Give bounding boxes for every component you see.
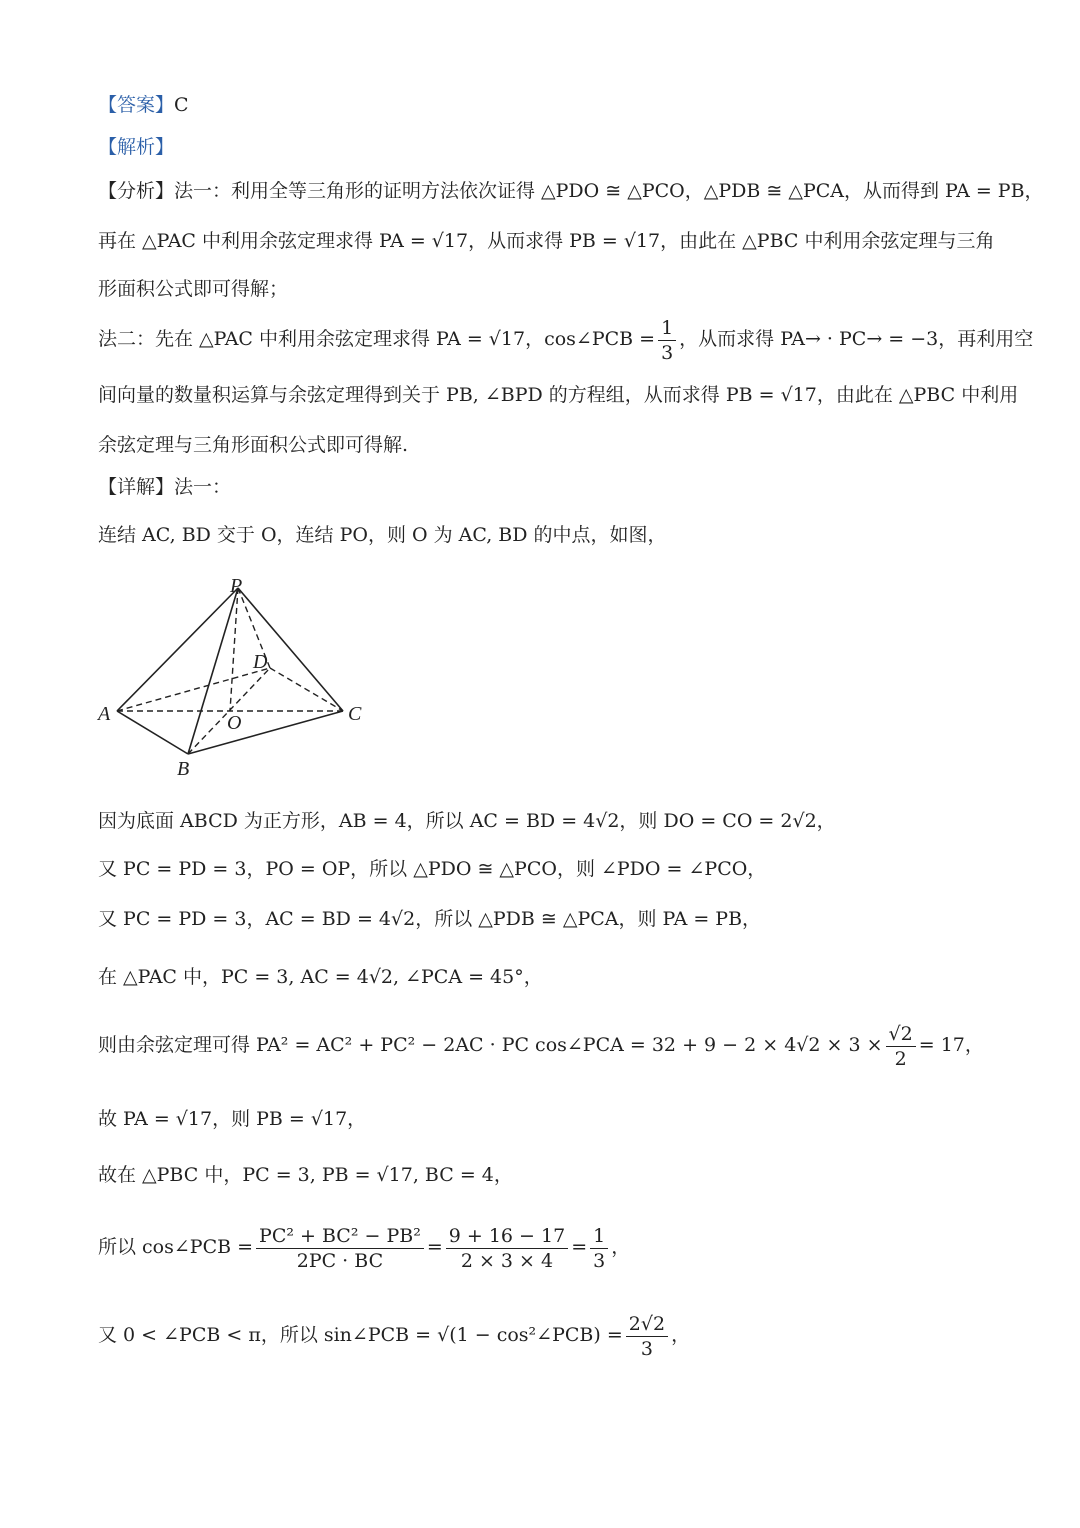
detail-line-9 [98, 1222, 630, 1273]
detail-line-2: 因为底面 ABCD 为正方形，AB = 4，所以 AC = BD = 4√2，则 DO = CO = 2√2， [98, 810, 836, 832]
cos-pcb-values [446, 1224, 568, 1273]
detail-line-4: 又 PC = PD = 3，AC = BD = 4√2，所以 △PDB ≅ △PCA，则 PA = PB， [98, 908, 762, 930]
sin-pcb-result [626, 1312, 668, 1361]
answer-value: C [174, 94, 189, 116]
sqrt2-over-2 [886, 1022, 916, 1071]
sin-pcb-result-den: 3 [640, 1337, 653, 1360]
sqrt2-over-2-num: √2 [886, 1022, 916, 1047]
cos-pcb-values-num: 9 + 16 − 17 [446, 1224, 568, 1249]
edge-bc [188, 711, 343, 754]
detail-line-7: 故 PA = √17，则 PB = √17， [98, 1108, 367, 1130]
cos-pcb-formula-num: PC² + BC² − PB² [256, 1224, 424, 1249]
detail-line-6-pre: 则由余弦定理可得 PA² = AC² + PC² − 2AC · PC cos∠PCA = 32 + 9 − 2 × 4√2 × 3 × [98, 1034, 883, 1056]
segment-po [230, 588, 238, 711]
detail-line-10-pre: 又 0 < ∠PCB < π，所以 sin∠PCB = √(1 − cos²∠PCB) = [98, 1324, 623, 1346]
cos-pcb-formula-den: 2PC · BC [296, 1249, 384, 1272]
detail-header: 【详解】法一： [98, 476, 232, 498]
pyramid-figure [90, 572, 390, 782]
label-d: D [253, 651, 268, 673]
cos-pcb-result [590, 1224, 608, 1273]
detail-line-6-post: = 17， [918, 1034, 984, 1056]
summary-line-6: 余弦定理与三角形面积公式即可得解. [98, 434, 409, 456]
cos-fraction-den: 3 [661, 341, 674, 364]
detail-line-9-post: ， [611, 1236, 631, 1258]
detail-line-9-pre: 所以 cos∠PCB = [98, 1236, 254, 1258]
edge-ab [117, 711, 188, 754]
detail-line-10 [98, 1310, 690, 1361]
cos-pcb-result-den: 3 [593, 1249, 606, 1272]
summary-line-4 [98, 314, 1033, 365]
edge-dc [270, 668, 343, 711]
detail-line-3: 又 PC = PD = 3，PO = OP，所以 △PDO ≅ △PCO，则 ∠PDO = ∠PCO， [98, 858, 767, 880]
equals-2: = [571, 1236, 588, 1258]
detail-line-10-post: ， [671, 1324, 691, 1346]
detail-line-6 [98, 1020, 984, 1071]
cos-pcb-formula [256, 1224, 424, 1273]
summary-line-3: 形面积公式即可得解； [98, 278, 289, 300]
cos-fraction-num: 1 [658, 316, 676, 341]
detail-line-5: 在 △PAC 中，PC = 3, AC = 4√2, ∠PCA = 45°， [98, 966, 543, 988]
detail-line-1: 连结 AC, BD 交于 O，连结 PO，则 O 为 AC, BD 的中点，如图， [98, 524, 667, 546]
label-c: C [348, 703, 362, 725]
sin-pcb-result-num: 2√2 [626, 1312, 668, 1337]
summary-line-4-post: ，从而求得 PA→ · PC→ = −3，再利用空 [679, 328, 1034, 350]
label-p: P [230, 575, 243, 597]
answer-line [98, 92, 189, 118]
label-b: B [177, 758, 190, 780]
summary-line-1: 【分析】法一：利用全等三角形的证明方法依次证得 △PDO ≅ △PCO，△PDB ≅ △PCA，从而得到 PA = PB， [98, 180, 1044, 202]
edge-pc [238, 588, 343, 711]
cos-fraction [658, 316, 676, 365]
summary-line-4-pre: 法二：先在 △PAC 中利用余弦定理求得 PA = √17，cos∠PCB = [98, 328, 656, 350]
analysis-label: 【解析】 [98, 136, 175, 158]
edge-ad [117, 668, 270, 711]
sqrt2-over-2-den: 2 [894, 1047, 907, 1070]
label-a: A [98, 703, 111, 725]
detail-line-8: 故在 △PBC 中，PC = 3, PB = √17, BC = 4， [98, 1164, 513, 1186]
answer-label: 【答案】 [98, 94, 175, 116]
summary-line-5: 间向量的数量积运算与余弦定理得到关于 PB, ∠BPD 的方程组，从而求得 PB = √17，由此在 △PBC 中利用 [98, 384, 1019, 406]
label-o: O [227, 712, 242, 734]
cos-pcb-values-den: 2 × 3 × 4 [460, 1249, 554, 1272]
summary-line-2: 再在 △PAC 中利用余弦定理求得 PA = √17，从而求得 PB = √17，由此在 △PBC 中利用余弦定理与三角 [98, 230, 995, 252]
equals-1: = [426, 1236, 443, 1258]
cos-pcb-result-num: 1 [590, 1224, 608, 1249]
